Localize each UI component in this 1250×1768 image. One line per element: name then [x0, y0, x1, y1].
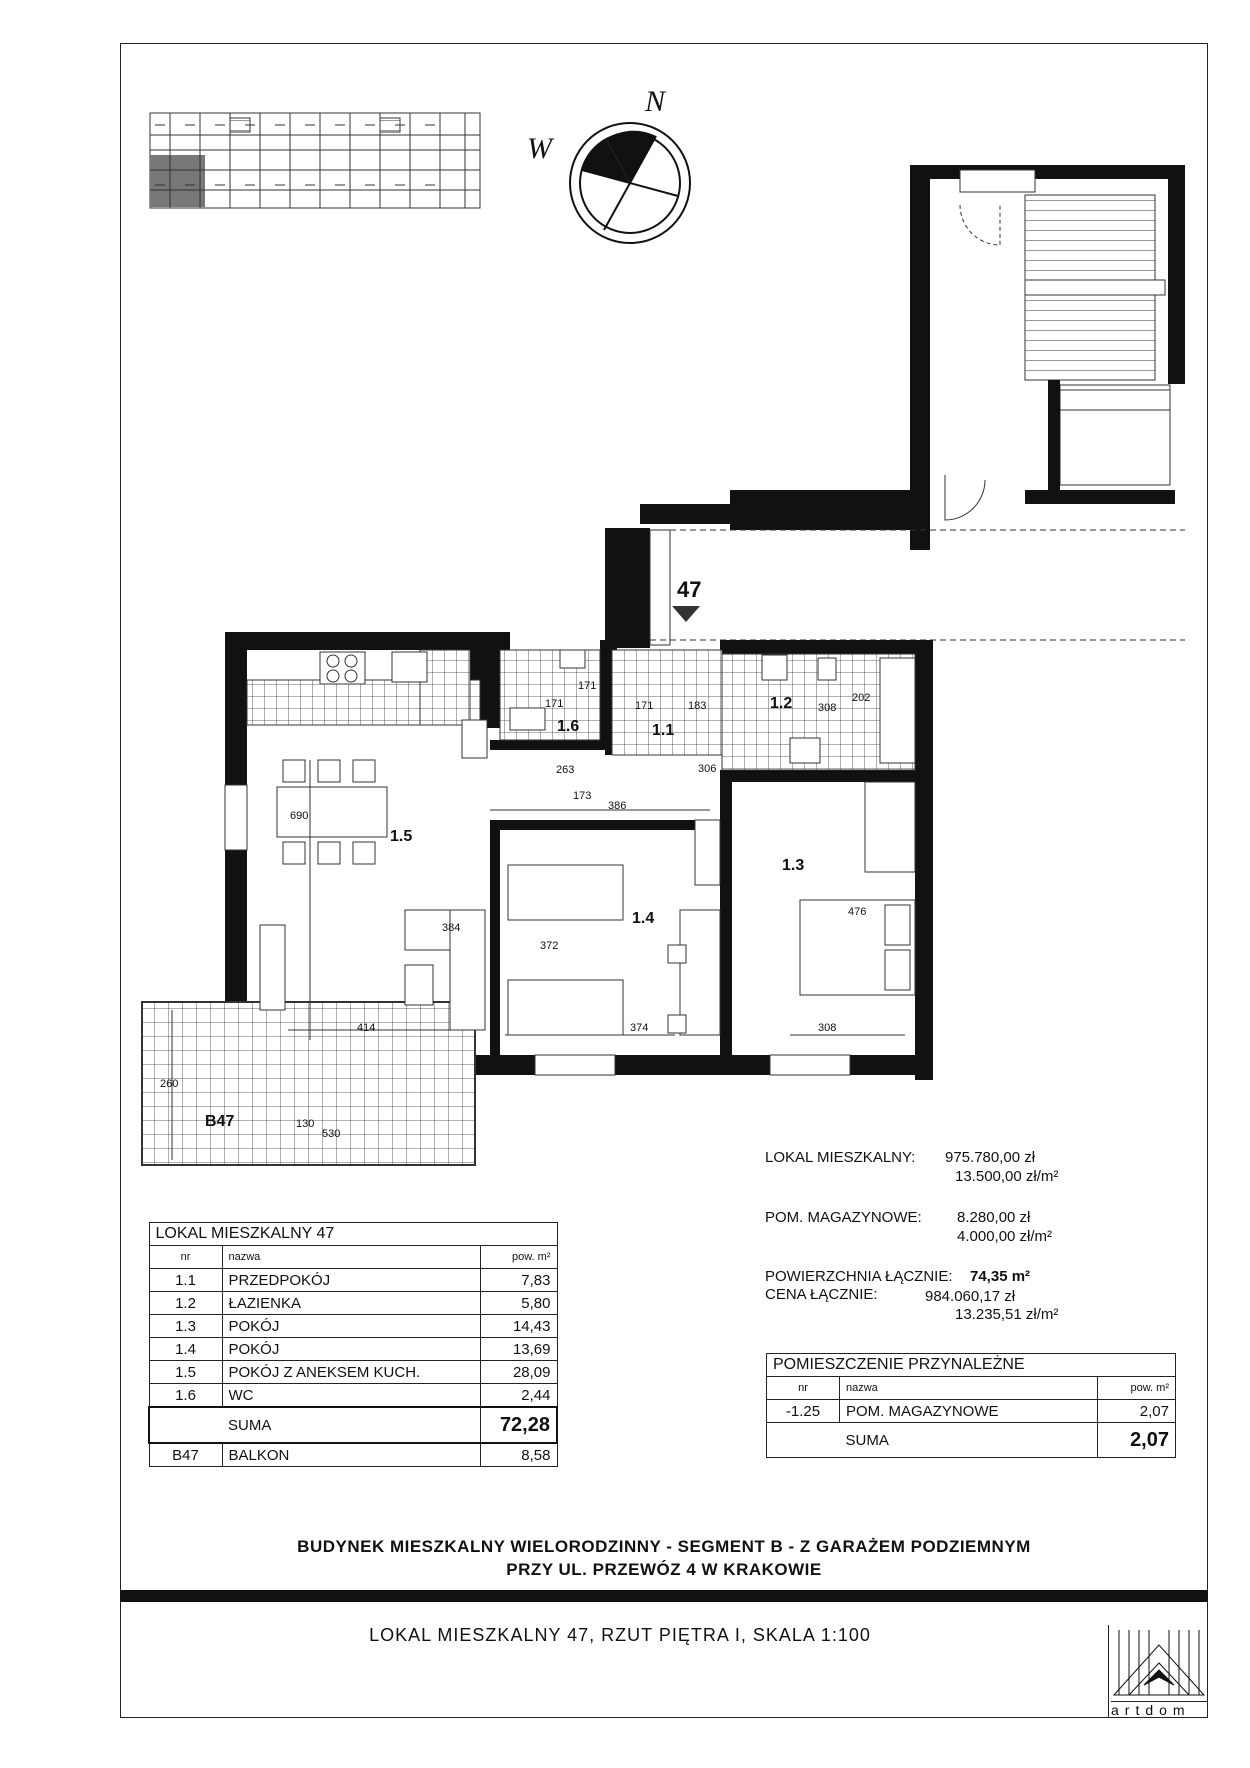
row-name: BALKON [222, 1443, 480, 1467]
row-name: ŁAZIENKA [222, 1292, 480, 1315]
table-row [149, 1384, 557, 1408]
col-header-nr: nr [149, 1246, 222, 1269]
dimension-label: 263 [556, 764, 575, 776]
entrance-arrow-icon [672, 606, 700, 622]
building-title-line-2: PRZY UL. PRZEWÓZ 4 W KRAKOWIE [506, 1560, 822, 1579]
dimension-label: 171 [578, 680, 597, 692]
table-row [149, 1361, 557, 1384]
room-label-1-3: 1.3 [782, 857, 805, 874]
unit-table-title: LOKAL MIESZKALNY 47 [149, 1223, 557, 1246]
table-row [149, 1269, 557, 1292]
unit-area-table [148, 1222, 558, 1467]
table-row [149, 1292, 557, 1315]
storage-table-title: POMIESZCZENIE PRZYNALEŻNE [767, 1354, 1176, 1377]
table-row [149, 1315, 557, 1338]
storage-area-table [766, 1353, 1176, 1458]
dimension-label: 372 [540, 940, 559, 952]
dimension-label: 414 [357, 1022, 376, 1034]
unit-number-label: 47 [677, 577, 702, 602]
storage-price-label: POM. MAGAZYNOWE: [765, 1209, 922, 1226]
logo-mark-icon [1109, 1625, 1209, 1700]
room-label-1-2: 1.2 [770, 695, 793, 712]
sum-label: SUMA [840, 1423, 1098, 1458]
room-label-1-5: 1.5 [390, 828, 413, 845]
dimension-label: 374 [630, 1022, 649, 1034]
row-nr: 1.1 [149, 1269, 222, 1292]
col-header-area: pow. m² [1098, 1377, 1176, 1400]
sum-value: 72,28 [480, 1407, 557, 1443]
row-area: 13,69 [480, 1338, 557, 1361]
row-area: 5,80 [480, 1292, 557, 1315]
row-area: 2,07 [1098, 1400, 1176, 1423]
row-nr: -1.25 [767, 1400, 840, 1423]
total-price: 984.060,17 zł [925, 1288, 1016, 1305]
storage-price-per-m2: 4.000,00 zł/m² [957, 1228, 1053, 1245]
living-room-furniture [260, 760, 485, 1030]
col-header-nr: nr [767, 1377, 840, 1400]
dimension-label: 308 [818, 1022, 837, 1034]
dimension-label: 306 [698, 763, 717, 775]
row-name: POM. MAGAZYNOWE [840, 1400, 1098, 1423]
row-nr: B47 [149, 1443, 222, 1467]
total-area-label: POWIERZCHNIA ŁĄCZNIE: [765, 1268, 953, 1285]
drawing-caption: LOKAL MIESZKALNY 47, RZUT PIĘTRA I, SKALA 1:100 [369, 1625, 871, 1645]
dimension-label: 476 [848, 906, 867, 918]
dimension-label: 171 [635, 700, 654, 712]
bedroom-13-furniture [800, 782, 915, 995]
row-nr: 1.3 [149, 1315, 222, 1338]
dimension-label: 530 [322, 1128, 341, 1140]
balcony-label: B47 [205, 1113, 235, 1130]
col-header-area: pow. m² [480, 1246, 557, 1269]
total-price-label: CENA ŁĄCZNIE: [765, 1286, 878, 1303]
col-header-name: nazwa [840, 1377, 1098, 1400]
room-label-1-1: 1.1 [652, 722, 675, 739]
row-name: WC [222, 1384, 480, 1408]
title-separator [120, 1590, 1208, 1602]
unit-price-label: LOKAL MIESZKALNY: [765, 1149, 916, 1166]
room-label-1-6: 1.6 [557, 718, 580, 735]
row-name: PRZEDPOKÓJ [222, 1269, 480, 1292]
dimension-label: 308 [818, 702, 837, 714]
building-title-line-1: BUDYNEK MIESZKALNY WIELORODZINNY - SEGMENT B - Z GARAŻEM PODZIEMNYM [297, 1537, 1031, 1556]
row-area: 7,83 [480, 1269, 557, 1292]
row-nr: 1.2 [149, 1292, 222, 1315]
dimension-label: 260 [160, 1078, 179, 1090]
compass [570, 123, 690, 243]
total-area-value: 74,35 m² [970, 1268, 1031, 1285]
compass-north-label: N [645, 85, 666, 118]
room-label-1-4: 1.4 [632, 910, 655, 927]
row-area: 8,58 [480, 1443, 557, 1467]
col-header-name: nazwa [222, 1246, 480, 1269]
dimension-label: 690 [290, 810, 309, 822]
table-row [767, 1400, 1176, 1423]
row-name: POKÓJ [222, 1315, 480, 1338]
dimension-label: 384 [442, 922, 461, 934]
bedroom-14-furniture [508, 820, 720, 1035]
row-area: 2,44 [480, 1384, 557, 1408]
row-area: 14,43 [480, 1315, 557, 1338]
balcony [142, 1002, 475, 1165]
dimension-label: 171 [545, 698, 564, 710]
storage-price: 8.280,00 zł [957, 1209, 1031, 1226]
unit-price: 975.780,00 zł [945, 1149, 1036, 1166]
dimension-label: 173 [573, 790, 592, 802]
compass-west-label: W [527, 132, 552, 165]
row-nr: 1.4 [149, 1338, 222, 1361]
artdom-logo [1108, 1625, 1209, 1718]
balcony-row [149, 1443, 557, 1467]
staircase [605, 165, 1185, 648]
sum-label: SUMA [222, 1407, 480, 1443]
row-name: POKÓJ [222, 1338, 480, 1361]
row-area: 28,09 [480, 1361, 557, 1384]
row-name: POKÓJ Z ANEKSEM KUCH. [222, 1361, 480, 1384]
logo-text: artdom [1111, 1701, 1207, 1718]
dimension-label: 183 [688, 700, 707, 712]
dimension-label: 130 [296, 1118, 315, 1130]
key-plan [150, 113, 480, 208]
row-nr: 1.5 [149, 1361, 222, 1384]
table-row [149, 1338, 557, 1361]
sum-value: 2,07 [1098, 1423, 1176, 1458]
dimension-label: 386 [608, 800, 627, 812]
sum-row [767, 1423, 1176, 1458]
unit-price-per-m2: 13.500,00 zł/m² [955, 1168, 1059, 1185]
row-nr: 1.6 [149, 1384, 222, 1408]
total-price-per-m2: 13.235,51 zł/m² [955, 1306, 1059, 1323]
dimension-label: 202 [852, 692, 871, 704]
sum-row [149, 1407, 557, 1443]
